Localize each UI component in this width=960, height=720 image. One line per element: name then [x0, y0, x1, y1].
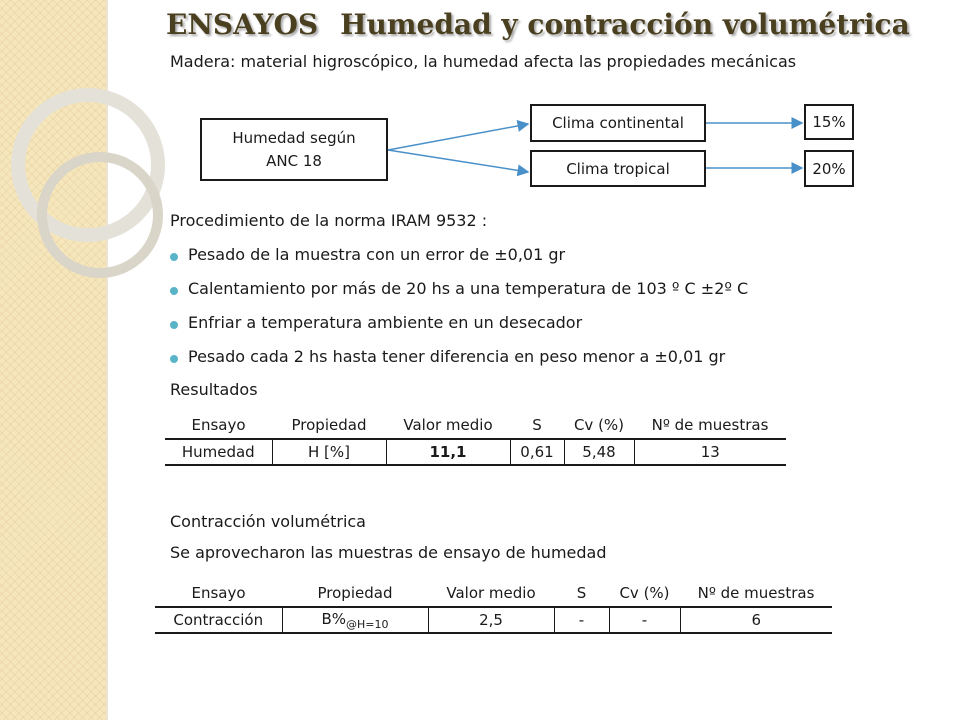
table-header: Ensayo [155, 580, 282, 607]
table-header: Cv (%) [609, 580, 680, 607]
source-line2: ANC 18 [266, 151, 322, 170]
contraction-heading: Contracción volumétrica [170, 512, 366, 531]
humidity-results-table [165, 412, 786, 466]
table-cell: - [609, 607, 680, 633]
table-cell: 6 [680, 607, 832, 633]
bullet-dot [170, 321, 178, 329]
procedure-heading: Procedimiento de la norma IRAM 9532 : [170, 211, 488, 230]
table-header: Propiedad [272, 412, 386, 439]
climate-tropical-box: Clima tropical [530, 150, 706, 187]
table-header: Cv (%) [564, 412, 634, 439]
table-header: Valor medio [386, 412, 510, 439]
table-cell: Humedad [165, 439, 272, 465]
bullet-3: Enfriar a temperatura ambiente en un desecador [188, 313, 583, 332]
title-part1: ENSAYOS [166, 8, 319, 41]
table-cell: 2,5 [428, 607, 554, 633]
results-heading: Resultados [170, 380, 258, 399]
table-cell: 0,61 [510, 439, 564, 465]
table-header: Valor medio [428, 580, 554, 607]
bullet-dot [170, 253, 178, 261]
table-cell: 13 [634, 439, 786, 465]
table-header-row [155, 580, 832, 607]
table-header: Propiedad [282, 580, 428, 607]
bullet-dot [170, 355, 178, 363]
bullet-1: Pesado de la muestra con un error de ±0,01 gr [188, 245, 566, 264]
tropical-value-box: 20% [804, 150, 854, 187]
bullet-2: Calentamiento por más de 20 hs a una temperatura de 103 º C ±2º C [188, 279, 749, 298]
bullet-4: Pesado cada 2 hs hasta tener diferencia en peso menor a ±0,01 gr [188, 347, 726, 366]
table-header: Nº de muestras [680, 580, 832, 607]
property-symbol: B% [321, 609, 347, 628]
table-header: Ensayo [165, 412, 272, 439]
property-subscript: @H=10 [346, 617, 389, 631]
table-header: S [510, 412, 564, 439]
table-header: S [554, 580, 609, 607]
table-header: Nº de muestras [634, 412, 786, 439]
table-cell: 5,48 [564, 439, 634, 465]
table-cell: Contracción [155, 607, 282, 633]
table-cell: H [%] [272, 439, 386, 465]
contraction-results-table [155, 580, 832, 634]
continental-value-box: 15% [804, 104, 854, 140]
table-cell [282, 607, 428, 633]
table-cell: 11,1 [386, 439, 510, 465]
title-part2: Humedad y contracción volumétrica [340, 8, 910, 41]
table-row [165, 439, 786, 465]
bullet-dot [170, 287, 178, 295]
table-row [155, 607, 832, 633]
intro-text: Madera: material higroscópico, la humedad afecta las propiedades mecánicas [170, 52, 797, 71]
humidity-source-box [200, 118, 388, 181]
table-header-row [165, 412, 786, 439]
contraction-note: Se aprovecharon las muestras de ensayo de humedad [170, 543, 607, 562]
source-line1: Humedad según [232, 128, 356, 147]
table-cell: - [554, 607, 609, 633]
climate-continental-box: Clima continental [530, 104, 706, 142]
